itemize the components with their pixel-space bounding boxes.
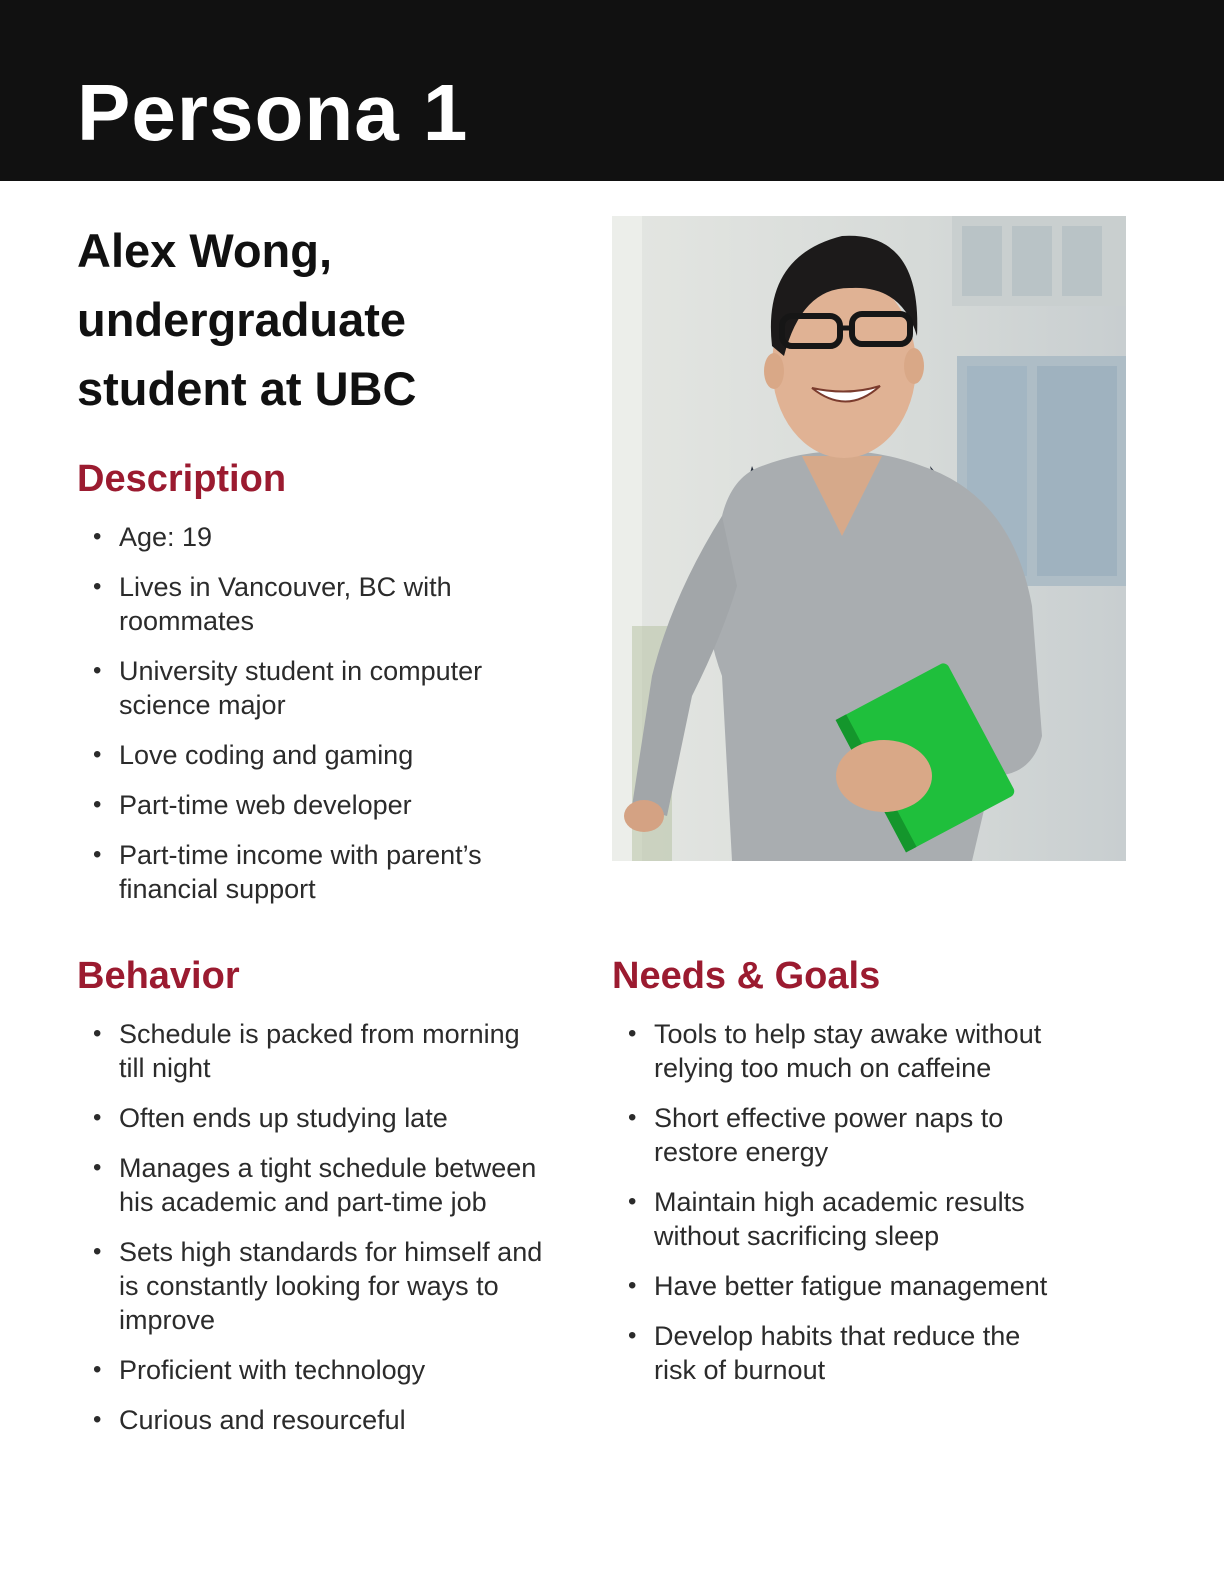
behavior-list	[77, 1017, 547, 1453]
list-item: • Schedule is packed from morning till night	[93, 1019, 520, 1083]
list-item: • Tools to help stay awake without relying too much on caffeine	[628, 1019, 1042, 1083]
list-item: • Lives in Vancouver, BC with roommates	[93, 572, 452, 636]
list-item: • Have better fatigue management	[628, 1271, 1048, 1301]
list-item: • Often ends up studying late	[93, 1103, 448, 1133]
list-item: • Part-time web developer	[93, 790, 412, 820]
list-item: • Curious and resourceful	[93, 1405, 406, 1435]
behavior-heading: Behavior	[77, 955, 240, 997]
list-item: • Age: 19	[93, 522, 213, 552]
description-list	[77, 520, 547, 922]
student-portrait-illustration	[612, 216, 1126, 861]
persona-photo	[612, 216, 1126, 861]
header-bar	[0, 0, 1224, 181]
page-title: Persona 1	[77, 68, 469, 157]
list-item: • Develop habits that reduce the risk of burnout	[628, 1321, 1021, 1385]
list-item: • Sets high standards for himself and is constantly looking for ways to improve	[93, 1237, 543, 1335]
list-item: • Short effective power naps to restore energy	[628, 1103, 1004, 1167]
list-item: • University student in computer science major	[93, 656, 483, 720]
list-item: • Proficient with technology	[93, 1355, 426, 1385]
persona-name: Alex Wong, undergraduate student at UBC	[77, 224, 417, 415]
description-heading: Description	[77, 458, 287, 500]
list-item: • Maintain high academic results without sacrificing sleep	[628, 1187, 1025, 1251]
list-item: • Part-time income with parent’s financial support	[93, 840, 482, 904]
needs-goals-heading: Needs & Goals	[612, 955, 881, 997]
list-item: • Manages a tight schedule between his academic and part-time job	[93, 1153, 537, 1217]
list-item: • Love coding and gaming	[93, 740, 414, 770]
needs-goals-list	[612, 1017, 1062, 1403]
